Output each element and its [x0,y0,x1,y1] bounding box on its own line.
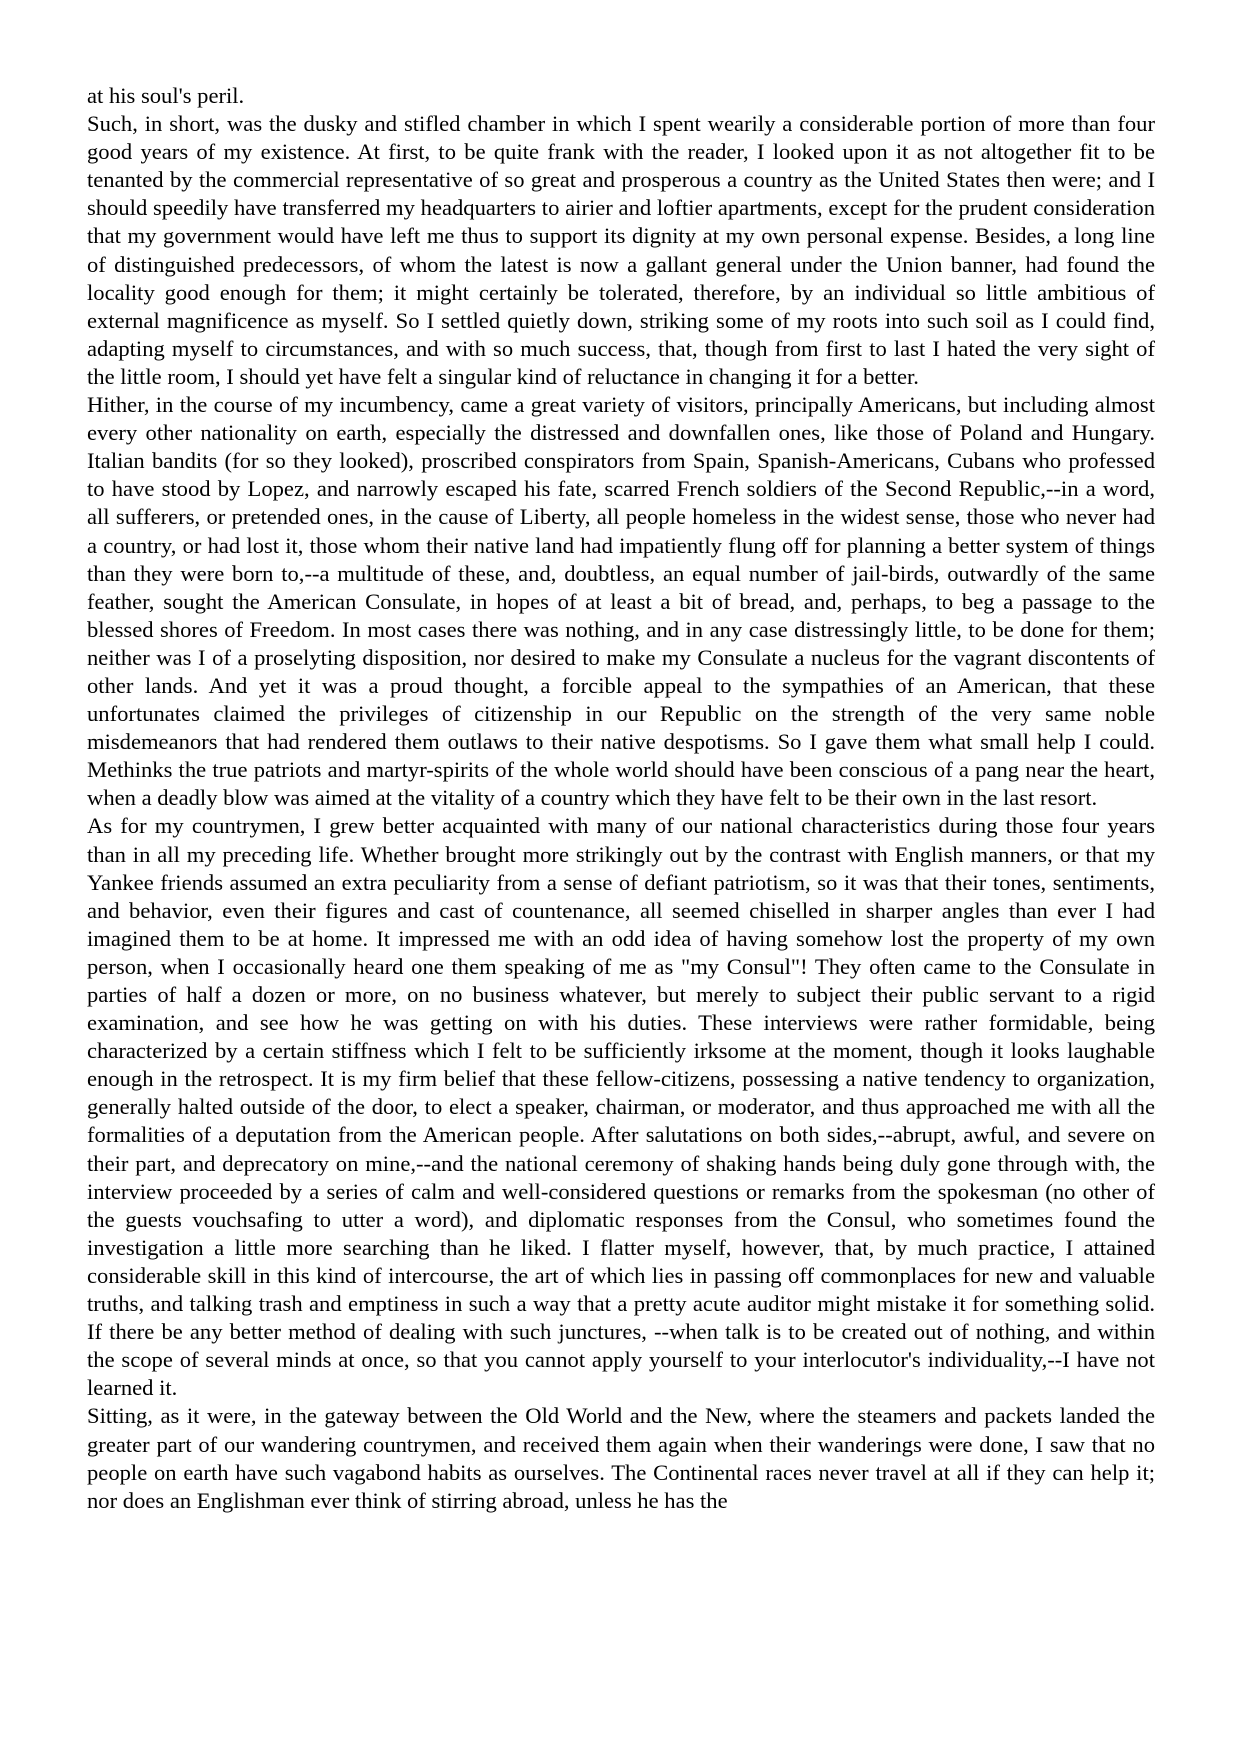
paragraph: As for my countrymen, I grew better acquainted with many of our national characteristics during those four years than in all my preceding life. Whether brought more strikingly out by the contrast with English manners, or that my Yankee friends assumed an extra peculiarity from a sense of defiant patriotism, so it was that their tones, sentiments, and behavior, even their figures and cast of countenance, all seemed chiselled in sharper angles than ever I had imagined them to be at home. It impressed me with an odd idea of having somehow lost the property of my own person, when I occasionally heard one them speaking of me as "my Consul"! They often came to the Consulate in parties of half a dozen or more, on no business whatever, but merely to subject their public servant to a rigid examination, and see how he was getting on with his duties. These interviews were rather formidable, being characterized by a certain stiffness which I felt to be sufficiently irksome at the moment, though it looks laughable enough in the retrospect. It is my firm belief that these fellow-citizens, possessing a native tendency to organization, generally halted outside of the door, to elect a speaker, chairman, or moderator, and thus approached me with all the formalities of a deputation from the American people. After salutations on both sides,--abrupt, awful, and severe on their part, and deprecatory on mine,--and the national ceremony of shaking hands being duly gone through with, the interview proceeded by a series of calm and well-considered questions or remarks from the spokesman (no other of the guests vouchsafing to utter a word), and diplomatic responses from the Consul, who sometimes found the investigation a little more searching than he liked. I flatter myself, however, that, by much practice, I attained considerable skill in this kind of intercourse, the art of which lies in passing off commonplaces for new and valuable truths, and talking trash and emptiness in such a way that a pretty acute auditor might mistake it for something solid. If there be any better method of dealing with such junctures, --when talk is to be created out of nothing, and within the scope of several minds at once, so that you cannot apply yourself to your interlocutor's individuality,--I have not learned it. [87,813,1155,1401]
paragraph: Such, in short, was the dusky and stifled chamber in which I spent wearily a considerable portion of more than four good years of my existence. At first, to be quite frank with the reader, I looked upon it as not altogether fit to be tenanted by the commercial representative of so great and prosperous a country as the United States then were; and I should speedily have transferred my headquarters to airier and loftier apartments, except for the prudent consideration that my government would have left me thus to support its dignity at my own personal expense. Besides, a long line of distinguished predecessors, of whom the latest is now a gallant general under the Union banner, had found the locality good enough for them; it might certainly be tolerated, therefore, by an individual so little ambitious of external magnificence as myself. So I settled quietly down, striking some of my roots into such soil as I could find, adapting myself to circumstances, and with so much success, that, though from first to last I hated the very sight of the little room, I should yet have felt a singular kind of reluctance in changing it for a better. [87,111,1155,389]
paragraph: Sitting, as it were, in the gateway between the Old World and the New, where the steamers and packets landed the greater part of our wandering countrymen, and received them again when their wanderings were done, I saw that no people on earth have such vagabond habits as ourselves. The Continental races never travel at all if they can help it; nor does an Englishman ever think of stirring abroad, unless he has the [87,1403,1155,1513]
document-page [87,82,1155,1515]
paragraph: Hither, in the course of my incumbency, came a great variety of visitors, principally Americans, but including almost every other nationality on earth, especially the distressed and downfallen ones, like those of Poland and Hungary. Italian bandits (for so they looked), proscribed conspirators from Spain, Spanish-Americans, Cubans who professed to have stood by Lopez, and narrowly escaped his fate, scarred French soldiers of the Second Republic,--in a word, all sufferers, or pretended ones, in the cause of Liberty, all people homeless in the widest sense, those who never had a country, or had lost it, those whom their native land had impatiently flung off for planning a better system of things than they were born to,--a multitude of these, and, doubtless, an equal number of jail-birds, outwardly of the same feather, sought the American Consulate, in hopes of at least a bit of bread, and, perhaps, to beg a passage to the blessed shores of Freedom. In most cases there was nothing, and in any case distressingly little, to be done for them; neither was I of a proselyting disposition, nor desired to make my Consulate a nucleus for the vagrant discontents of other lands. And yet it was a proud thought, a forcible appeal to the sympathies of an American, that these unfortunates claimed the privileges of citizenship in our Republic on the strength of the very same noble misdemeanors that had rendered them outlaws to their native despotisms. So I gave them what small help I could. Methinks the true patriots and martyr-spirits of the whole world should have been conscious of a pang near the heart, when a deadly blow was aimed at the vitality of a country which they have felt to be their own in the last resort. [87,392,1155,811]
paragraph-fragment: at his soul's peril. [87,83,245,108]
